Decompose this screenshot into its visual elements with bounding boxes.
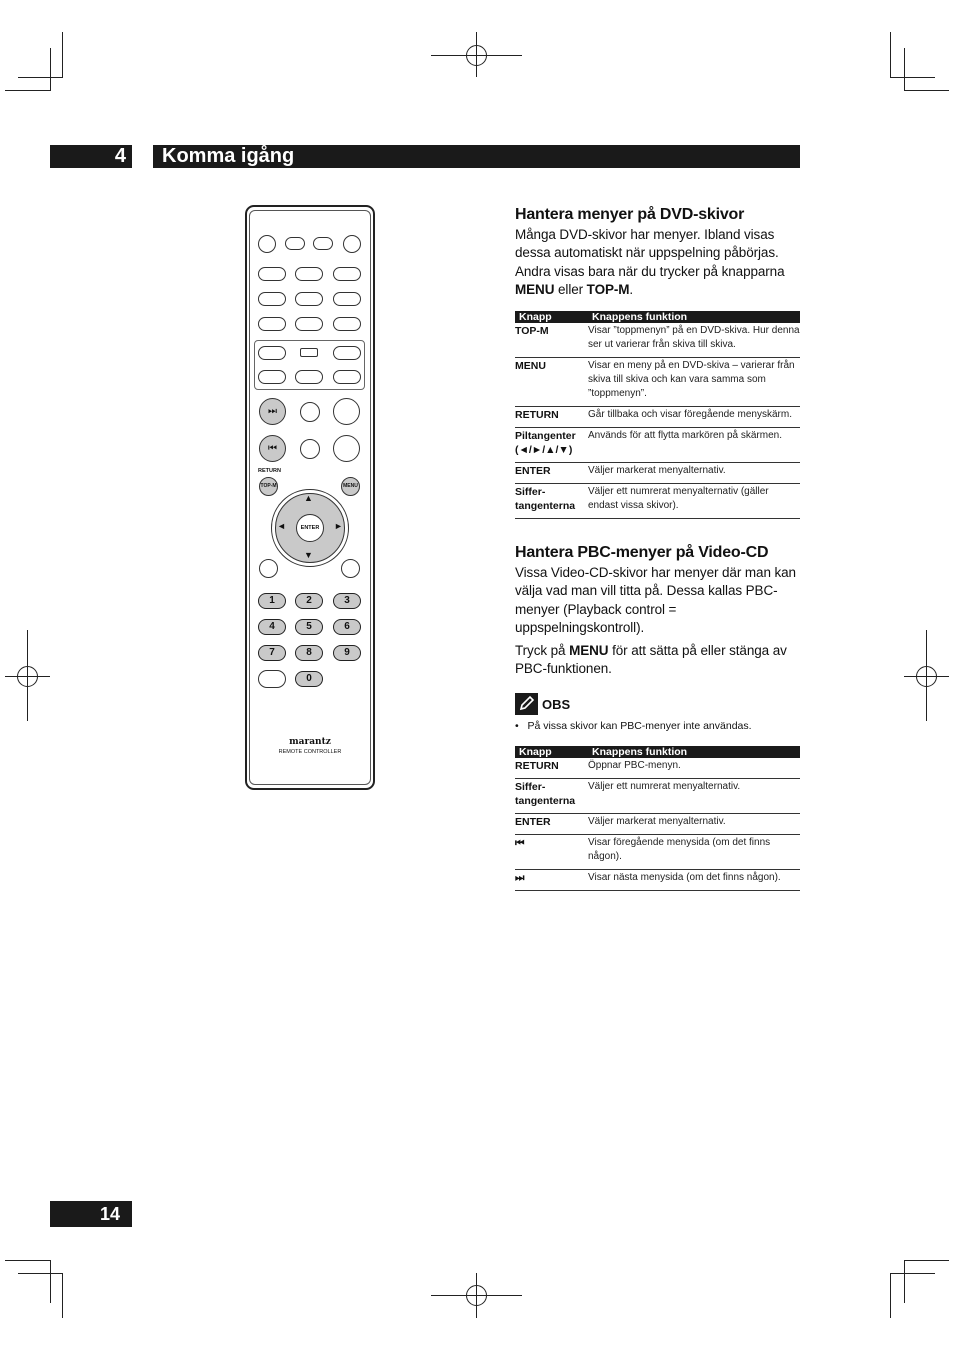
table-header-key: Knapp: [515, 311, 588, 323]
remote-num-6: 6: [333, 619, 361, 635]
remote-num-2: 2: [295, 593, 323, 609]
table-row: Siffer-tangenterna Väljer ett numrerat menyalternativ (gäller endast vissa skivor).: [515, 484, 800, 519]
remote-enter-button: ENTER: [296, 514, 324, 542]
table-row: ENTER Väljer markerat menyalternativ.: [515, 463, 800, 484]
remote-num-7: 7: [258, 645, 286, 661]
remote-num-8: 8: [295, 645, 323, 661]
section1-paragraph: Många DVD-skivor har menyer. Ibland visas dessa automatiskt när uppspelning påbörjas. Andra visas bara när du trycker på knapparna MENU eller TOP-M.: [515, 227, 785, 298]
table-row: Siffer-tangenterna Väljer ett numrerat menyalternativ.: [515, 779, 800, 814]
chapter-number: 4: [50, 145, 132, 168]
brand-sub: REMOTE CONTROLLER: [278, 749, 342, 755]
table-row: MENU Visar en meny på en DVD-skiva – varierar från skiva till skiva och kan vara samma som ”toppmenyn”.: [515, 358, 800, 407]
obs-label: OBS: [542, 696, 571, 712]
table-header-key: Knapp: [515, 746, 588, 758]
brand-logo: marantz: [289, 737, 331, 747]
remote-num-4: 4: [258, 619, 286, 635]
remote-num-3: 3: [333, 593, 361, 609]
section2-paragraph-1: Vissa Video-CD-skivor har menyer där man kan välja vad man vill titta på. Dessa kallas PBC-menyer (Playback control = uppspelningskontroll).: [515, 565, 796, 636]
remote-num-0: 0: [295, 671, 323, 687]
pencil-note-icon: [515, 693, 538, 715]
chapter-title: Komma igång: [153, 145, 800, 168]
obs-bullet: • På vissa skivor kan PBC-menyer inte användas.: [515, 720, 752, 732]
remote-num-5: 5: [295, 619, 323, 635]
table-row: ENTER Väljer markerat menyalternativ.: [515, 814, 800, 835]
remote-num-9: 9: [333, 645, 361, 661]
remote-num-1: 1: [258, 593, 286, 609]
obs-note: [515, 693, 570, 715]
section2-heading: Hantera PBC-menyer på Video-CD: [515, 544, 769, 561]
skip-next-icon: ⏭: [259, 398, 286, 425]
arrow-down-icon: ▼: [304, 550, 313, 560]
remote-menu-button: MENU: [341, 477, 360, 496]
remote-return-label: RETURN: [258, 468, 281, 474]
section2-paragraph-2: Tryck på MENU för att sätta på eller stänga av PBC-funktionen.: [515, 643, 787, 677]
table-row: Piltangenter (◄/►/▲/▼) Används för att flytta markören på skärmen.: [515, 428, 800, 463]
skip-prev-icon: ⏮: [259, 435, 286, 462]
table-row: RETURN Går tillbaka och visar föregående menyskärm.: [515, 407, 800, 428]
table-row: ⏮ Visar föregående menysida (om det finns någon).: [515, 835, 800, 870]
arrow-up-icon: ▲: [304, 493, 313, 503]
table-row: ⏭ Visar nästa menysida (om det finns någon).: [515, 870, 800, 891]
dvd-menu-table: [515, 311, 800, 519]
page-number: 14: [50, 1201, 132, 1227]
arrow-right-icon: ►: [334, 521, 343, 531]
table-row: RETURN Öppnar PBC-menyn.: [515, 758, 800, 779]
remote-topm-button: TOP-M: [259, 477, 278, 496]
section1-heading: Hantera menyer på DVD-skivor: [515, 206, 745, 223]
table-header-func: Knappens funktion: [588, 311, 800, 323]
table-row: TOP-M Visar ”toppmenyn” på en DVD-skiva. Hur denna ser ut varierar från skiva till skiva.: [515, 323, 800, 358]
pbc-menu-table: [515, 746, 800, 891]
arrow-left-icon: ◄: [277, 521, 286, 531]
table-header-func: Knappens funktion: [588, 746, 800, 758]
